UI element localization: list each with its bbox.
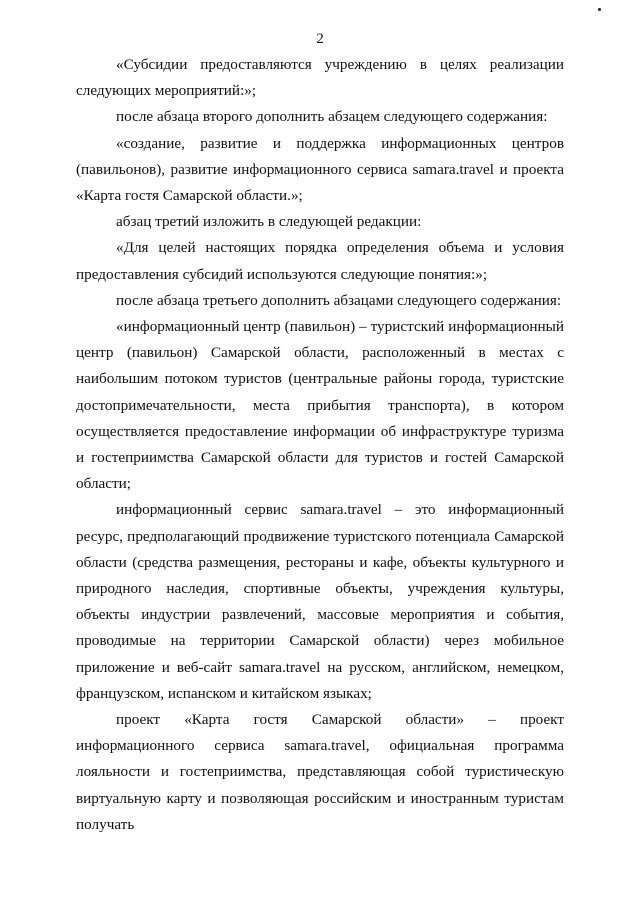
paragraph-amend-third: абзац третий изложить в следующей редакции: bbox=[116, 213, 422, 231]
page-number: 2 bbox=[316, 30, 324, 47]
paragraph-definition-info-service: информационный сервис samara.travel – это информационный ресурс, предполагающий продвижение туристского потенциала Самарской области (средства размещения, рестораны и кафе, объекты культурного и природного наследия, спортивные объекты, учреждения культуры, объекты индустрии развлечений, массовые мероприятия и события, проводимые на территории Самарской области) через мобильное приложение и веб-сайт samara.travel на русском, английском, немецком, французском, испанском и китайском языках; bbox=[76, 501, 564, 702]
paragraph-amend-after-third: после абзаца третьего дополнить абзацами следующего содержания: bbox=[116, 291, 562, 309]
paragraph-info-centers-creation: «создание, развитие и поддержка информационных центров (павильонов), развитие информационного сервиса samara.travel и проекта «Карта гостя Самарской области.»; bbox=[76, 134, 564, 205]
scan-dot bbox=[598, 8, 601, 11]
document-body bbox=[76, 52, 564, 838]
paragraph-amend-after-second: после абзаца второго дополнить абзацем следующего содержания: bbox=[116, 108, 548, 126]
paragraph-subsidies-purpose: «Субсидии предоставляются учреждению в целях реализации следующих мероприятий:»; bbox=[76, 56, 564, 100]
paragraph-terms-intro: «Для целей настоящих порядка определения объема и условия предоставления субсидий используются следующие понятия:»; bbox=[76, 239, 564, 283]
paragraph-definition-info-center: «информационный центр (павильон) – туристский информационный центр (павильон) Самарской области, расположенный в местах с наибольшим потоком туристов (центральные районы города, туристские достопримечательности, места прибытия транспорта), в котором осуществляется предоставление информации об инфраструктуре туризма и гостеприимства Самарской области для туристов и гостей Самарской области; bbox=[76, 318, 564, 493]
paragraph-definition-guest-card: проект «Карта гостя Самарской области» – проект информационного сервиса samara.travel, официальная программа лояльности и гостеприимства, представляющая собой туристическую виртуальную карту и позволяющая российским и иностранным туристам получать bbox=[76, 711, 564, 833]
